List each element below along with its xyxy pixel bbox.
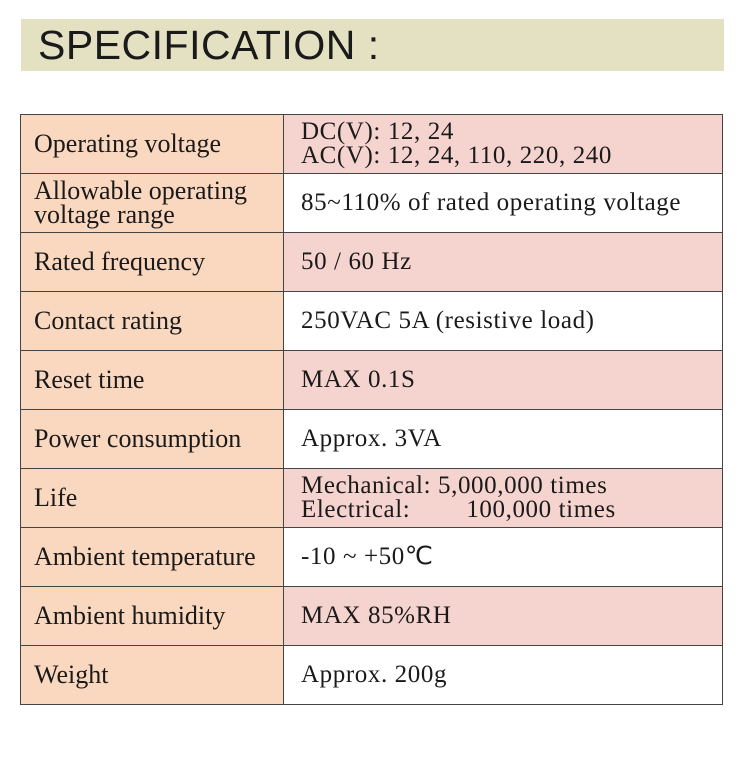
row-value: Approx. 3VA bbox=[284, 410, 723, 469]
row-label: Rated frequency bbox=[21, 233, 284, 292]
table-row-weight bbox=[21, 646, 723, 705]
row-value: DC(V): 12, 24 AC(V): 12, 24, 110, 220, 240 bbox=[284, 115, 723, 174]
row-label: Life bbox=[21, 469, 284, 528]
row-value: Mechanical: 5,000,000 times Electrical: 100,000 times bbox=[284, 469, 723, 528]
table-row-ambient-temperature bbox=[21, 528, 723, 587]
row-label: Reset time bbox=[21, 351, 284, 410]
header-bar bbox=[21, 19, 724, 71]
specification-table bbox=[20, 114, 723, 705]
row-value: Approx. 200g bbox=[284, 646, 723, 705]
row-label: Power consumption bbox=[21, 410, 284, 469]
table-row-life bbox=[21, 469, 723, 528]
page-title: SPECIFICATION : bbox=[38, 22, 380, 68]
row-label: Ambient humidity bbox=[21, 587, 284, 646]
row-label: Weight bbox=[21, 646, 284, 705]
row-value: MAX 0.1S bbox=[284, 351, 723, 410]
table-row-reset-time bbox=[21, 351, 723, 410]
row-value: MAX 85%RH bbox=[284, 587, 723, 646]
row-label: Allowable operating voltage range bbox=[21, 174, 284, 233]
row-label: Operating voltage bbox=[21, 115, 284, 174]
table-row-rated-frequency bbox=[21, 233, 723, 292]
row-value: -10 ~ +50℃ bbox=[284, 528, 723, 587]
table-row-allowable-voltage-range bbox=[21, 174, 723, 233]
row-value: 50 / 60 Hz bbox=[284, 233, 723, 292]
row-label: Contact rating bbox=[21, 292, 284, 351]
table-row-contact-rating bbox=[21, 292, 723, 351]
row-value: 85~110% of rated operating voltage bbox=[284, 174, 723, 233]
row-value: 250VAC 5A (resistive load) bbox=[284, 292, 723, 351]
row-label: Ambient temperature bbox=[21, 528, 284, 587]
table-row-operating-voltage bbox=[21, 115, 723, 174]
table-row-power-consumption bbox=[21, 410, 723, 469]
table-row-ambient-humidity bbox=[21, 587, 723, 646]
